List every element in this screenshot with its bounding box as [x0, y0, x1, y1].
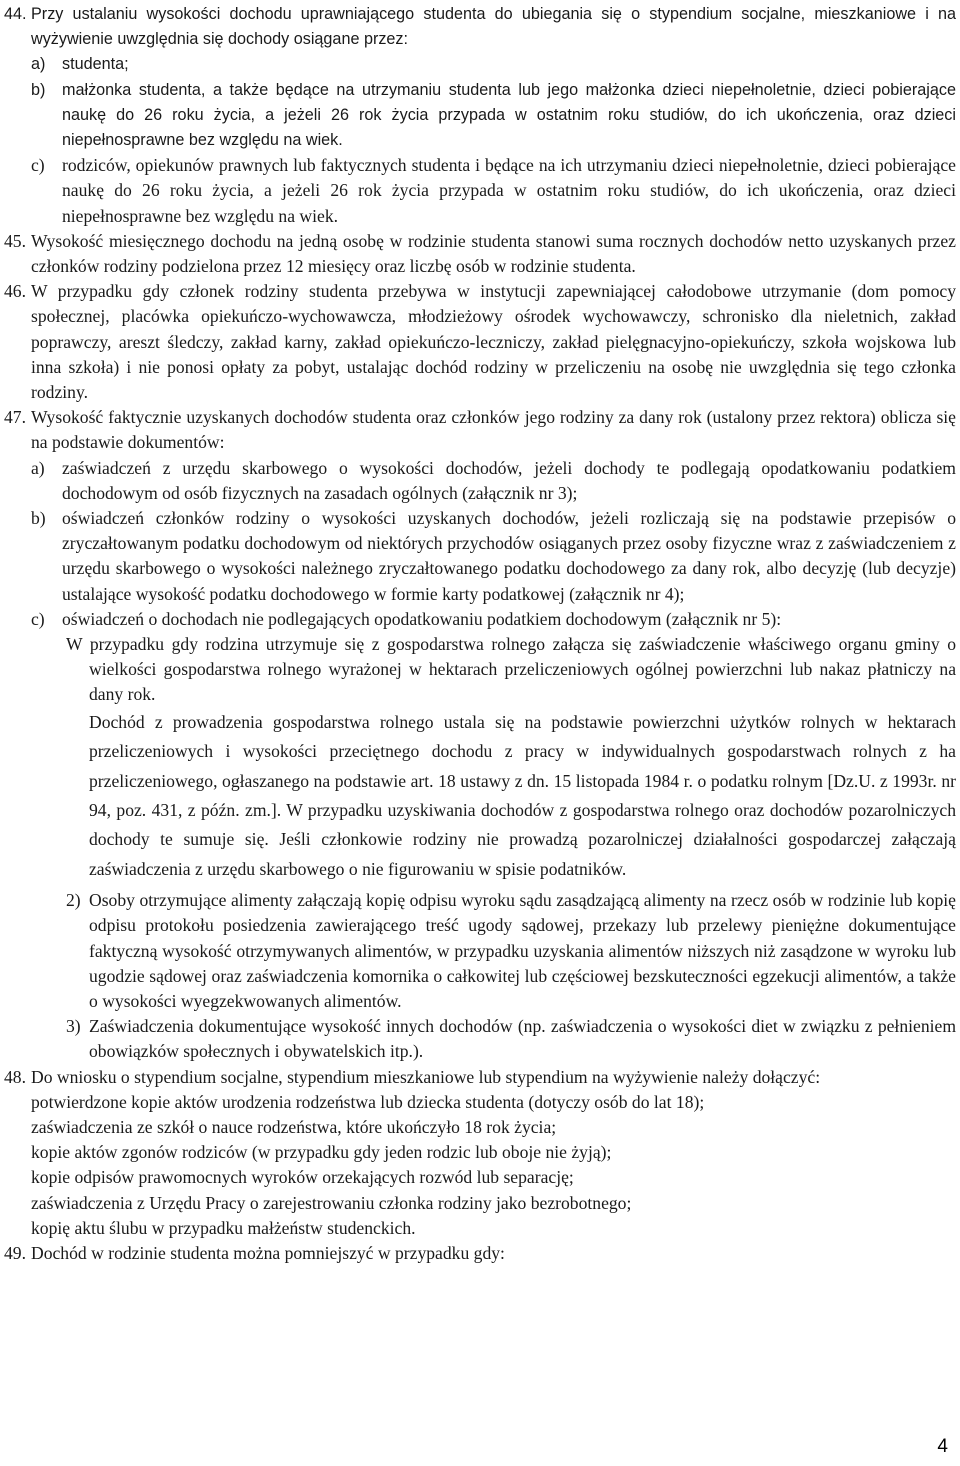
subitem-label: b): [31, 508, 46, 529]
page-number: 4: [937, 1436, 948, 1457]
section-number: 47.: [4, 407, 26, 428]
subitem-text: oświadczeń o dochodach nie podlegających opodatkowaniu podatkiem dochodowym (załącznik nr 5):: [62, 608, 782, 629]
section-45: [4, 229, 956, 279]
numbered-label: 3): [66, 1016, 81, 1037]
section-number: 49.: [4, 1242, 26, 1263]
section-text: Wysokość faktycznie uzyskanych dochodów studenta oraz członków jego rodziny za dany rok (ustalony przez rektora) oblicza się na podstawie dokumentów:: [31, 407, 956, 453]
subitem-a: [4, 52, 956, 77]
farm-paragraph-text: W przypadku gdy rodzina utrzymuje się z gospodarstwa rolnego załącza się zaświadczenie właściwego organu gminy o wielkości gospodarstwa rolnego wyrażonej w hektarach przeliczeniowych ogólnej powierzchni lub nakaz płatniczy na dany rok.: [66, 634, 956, 705]
farm-income-text: Dochód z prowadzenia gospodarstwa rolnego ustala się na podstawie powierzchni użytków rolnych w hektarach przeliczeniowych i wysokości przeciętnego dochodu z pracy w indywidualnych gospodarstwach rolnych z ha przeliczeniowego, ogłaszanego na podstawie art. 18 ustawy z dn. 15 listopada 1984 r. o podatku rolnym [Dz.U. z 1993r. nr 94, poz. 431, z późn. zm.]. W przypadku uzyskiwania dochodów z gospodarstwa rolnego oraz dochodów pozarolniczych dochody te sumuje się. Jeśli członkowie rodziny nie prowadzą pozarolniczej działalności gospodarczej załączają zaświadczenia z urzędu skarbowego o nie figurowaniu w spisie podatników.: [89, 711, 956, 879]
section-text: Wysokość miesięcznego dochodu na jedną osobę w rodzinie studenta stanowi suma rocznych dochodów netto uzyskanych przez członków rodziny podzielona przez 12 miesięcy oraz liczbę osób w rodzinie studenta.: [31, 230, 956, 277]
subitem-text: zaświadczeń z urzędu skarbowego o wysokości dochodów, jeżeli dochody te podlegają opodatkowaniu podatkiem dochodowym od osób fizycznych na zasadach ogólnych (załącznik nr 3);: [62, 457, 956, 503]
section-47: [4, 405, 956, 455]
subitem-a: [4, 456, 956, 506]
section-number: 45.: [4, 230, 26, 251]
subitem-text: oświadczeń członków rodziny o wysokości uzyskanych dochodów, jeżeli rozliczają się na podstawie przepisów o zryczałtowanym podatku dochodowym od niektórych przychodów osiąganych przez osoby fizyczne wraz z zaświadczeniem z urzędu skarbowego o wysokości należnego zryczałtowanego podatku dochodowego za dany rok, albo decyzję (lub decyzje) ustalające wysokość podatku dochodowego w formie karty podatkowej (załącznik nr 4);: [62, 508, 956, 604]
numbered-text: Osoby otrzymujące alimenty załączają kopię odpisu wyroku sądu zasądzającą alimenty na rzecz osób w rodzinie lub kopię odpisu protokołu posiedzenia zawierającego treść ugody sądowej, przekazy lub przelewy pieniężne dokumentujące faktyczną wysokość otrzymywanych alimentów, w przypadku uzyskania alimentów niższych niż zasądzone w wyroku lub ugodzie sądowej oraz zaświadczenia komornika o całkowitej lub częściowej bezskuteczności egzekucji alimentów, a także o wysokości wyegzekwowanych alimentów.: [89, 890, 956, 1011]
subitem-text: studenta;: [62, 55, 129, 74]
section-46: [4, 279, 956, 405]
section-48: [4, 1065, 956, 1090]
attachment-line: kopie odpisów prawomocnych wyroków orzekających rozwód lub separację;: [31, 1167, 574, 1188]
numbered-text: Zaświadczenia dokumentujące wysokość innych dochodów (np. zaświadczenia o wysokości diet w związku z pełnieniem obowiązków społecznych i obywatelskich itp.).: [89, 1016, 956, 1062]
subitem-c: [4, 153, 956, 229]
section-text: W przypadku gdy członek rodziny studenta przebywa w instytucji zapewniającej całodobowe utrzymanie (dom pomocy społecznej, placówka opiekuńczo-wychowawcza, młodzieżowy ośrodek wychowawczy, schronisko dla nieletnich, zakład poprawczy, areszt śledczy, zakład karny, zakład opiekuńczo-leczniczy, zakład pielęgnacyjno-opiekuńczy, szkoła wojskowa lub inna szkoła) i nie ponosi opłaty za pobyt, ustalając dochód rodziny w przeliczeniu na osobę nie uwzględnia się tego członka rodziny.: [31, 281, 956, 403]
subitem-text: rodziców, opiekunów prawnych lub faktycznych studenta i będące na ich utrzymaniu dzieci niepełnoletnie, dzieci pobierające naukę do 26 roku życia, a jeżeli 26 rok życia przypada w ostatnim roku studiów, do ich ukończenia, oraz dzieci niepełnosprawne bez względu na wiek.: [62, 155, 956, 226]
subitem-label: b): [31, 80, 46, 99]
attachment-line: kopię aktu ślubu w przypadku małżeństw studenckich.: [31, 1217, 416, 1238]
farm-paragraph: [4, 632, 956, 708]
section-49: [4, 1241, 956, 1266]
numbered-label: 2): [66, 890, 81, 911]
numbered-item-2: [4, 888, 956, 1014]
section-text: Przy ustalaniu wysokości dochodu uprawniającego studenta do ubiegania się o stypendium socjalne, mieszkaniowe i na wyżywienie uwzględnia się dochody osiągane przez:: [31, 5, 956, 49]
attachment-line: kopie aktów zgonów rodziców (w przypadku gdy jeden rodzic lub oboje nie żyją);: [31, 1142, 612, 1163]
subitem-label: a): [31, 55, 46, 74]
subitem-label: c): [31, 608, 45, 629]
section-text: Do wniosku o stypendium socjalne, stypendium mieszkaniowe lub stypendium na wyżywienie należy dołączyć:: [31, 1066, 821, 1087]
section-44: [4, 2, 956, 52]
subitem-b: [4, 78, 956, 154]
subitem-text: małżonka studenta, a także będące na utrzymaniu studenta lub jego małżonka dzieci niepełnoletnie, dzieci pobierające naukę do 26 roku życia, a jeżeli 26 rok życia przypada w ostatnim roku studiów, do ich ukończenia, oraz dzieci niepełnosprawne bez względu na wiek.: [62, 80, 956, 150]
section-number: 48.: [4, 1066, 26, 1087]
subitem-b: [4, 506, 956, 607]
section-number: 46.: [4, 281, 26, 302]
attachment-line: potwierdzone kopie aktów urodzenia rodzeństwa lub dziecka studenta (dotyczy osób do lat 18);: [31, 1091, 705, 1112]
subitem-label: a): [31, 457, 45, 478]
numbered-item-3: [4, 1014, 956, 1064]
farm-income-paragraph: [4, 708, 956, 884]
attachment-line: zaświadczenia ze szkół o nauce rodzeństwa, które ukończyło 18 rok życia;: [31, 1116, 557, 1137]
section-text: Dochód w rodzinie studenta można pomniejszyć w przypadku gdy:: [31, 1242, 505, 1263]
attachment-line: zaświadczenia z Urzędu Pracy o zarejestrowaniu członka rodziny jako bezrobotnego;: [31, 1192, 632, 1213]
section-number: 44.: [4, 5, 27, 23]
subitem-label: c): [31, 155, 45, 176]
subitem-c: [4, 607, 956, 632]
